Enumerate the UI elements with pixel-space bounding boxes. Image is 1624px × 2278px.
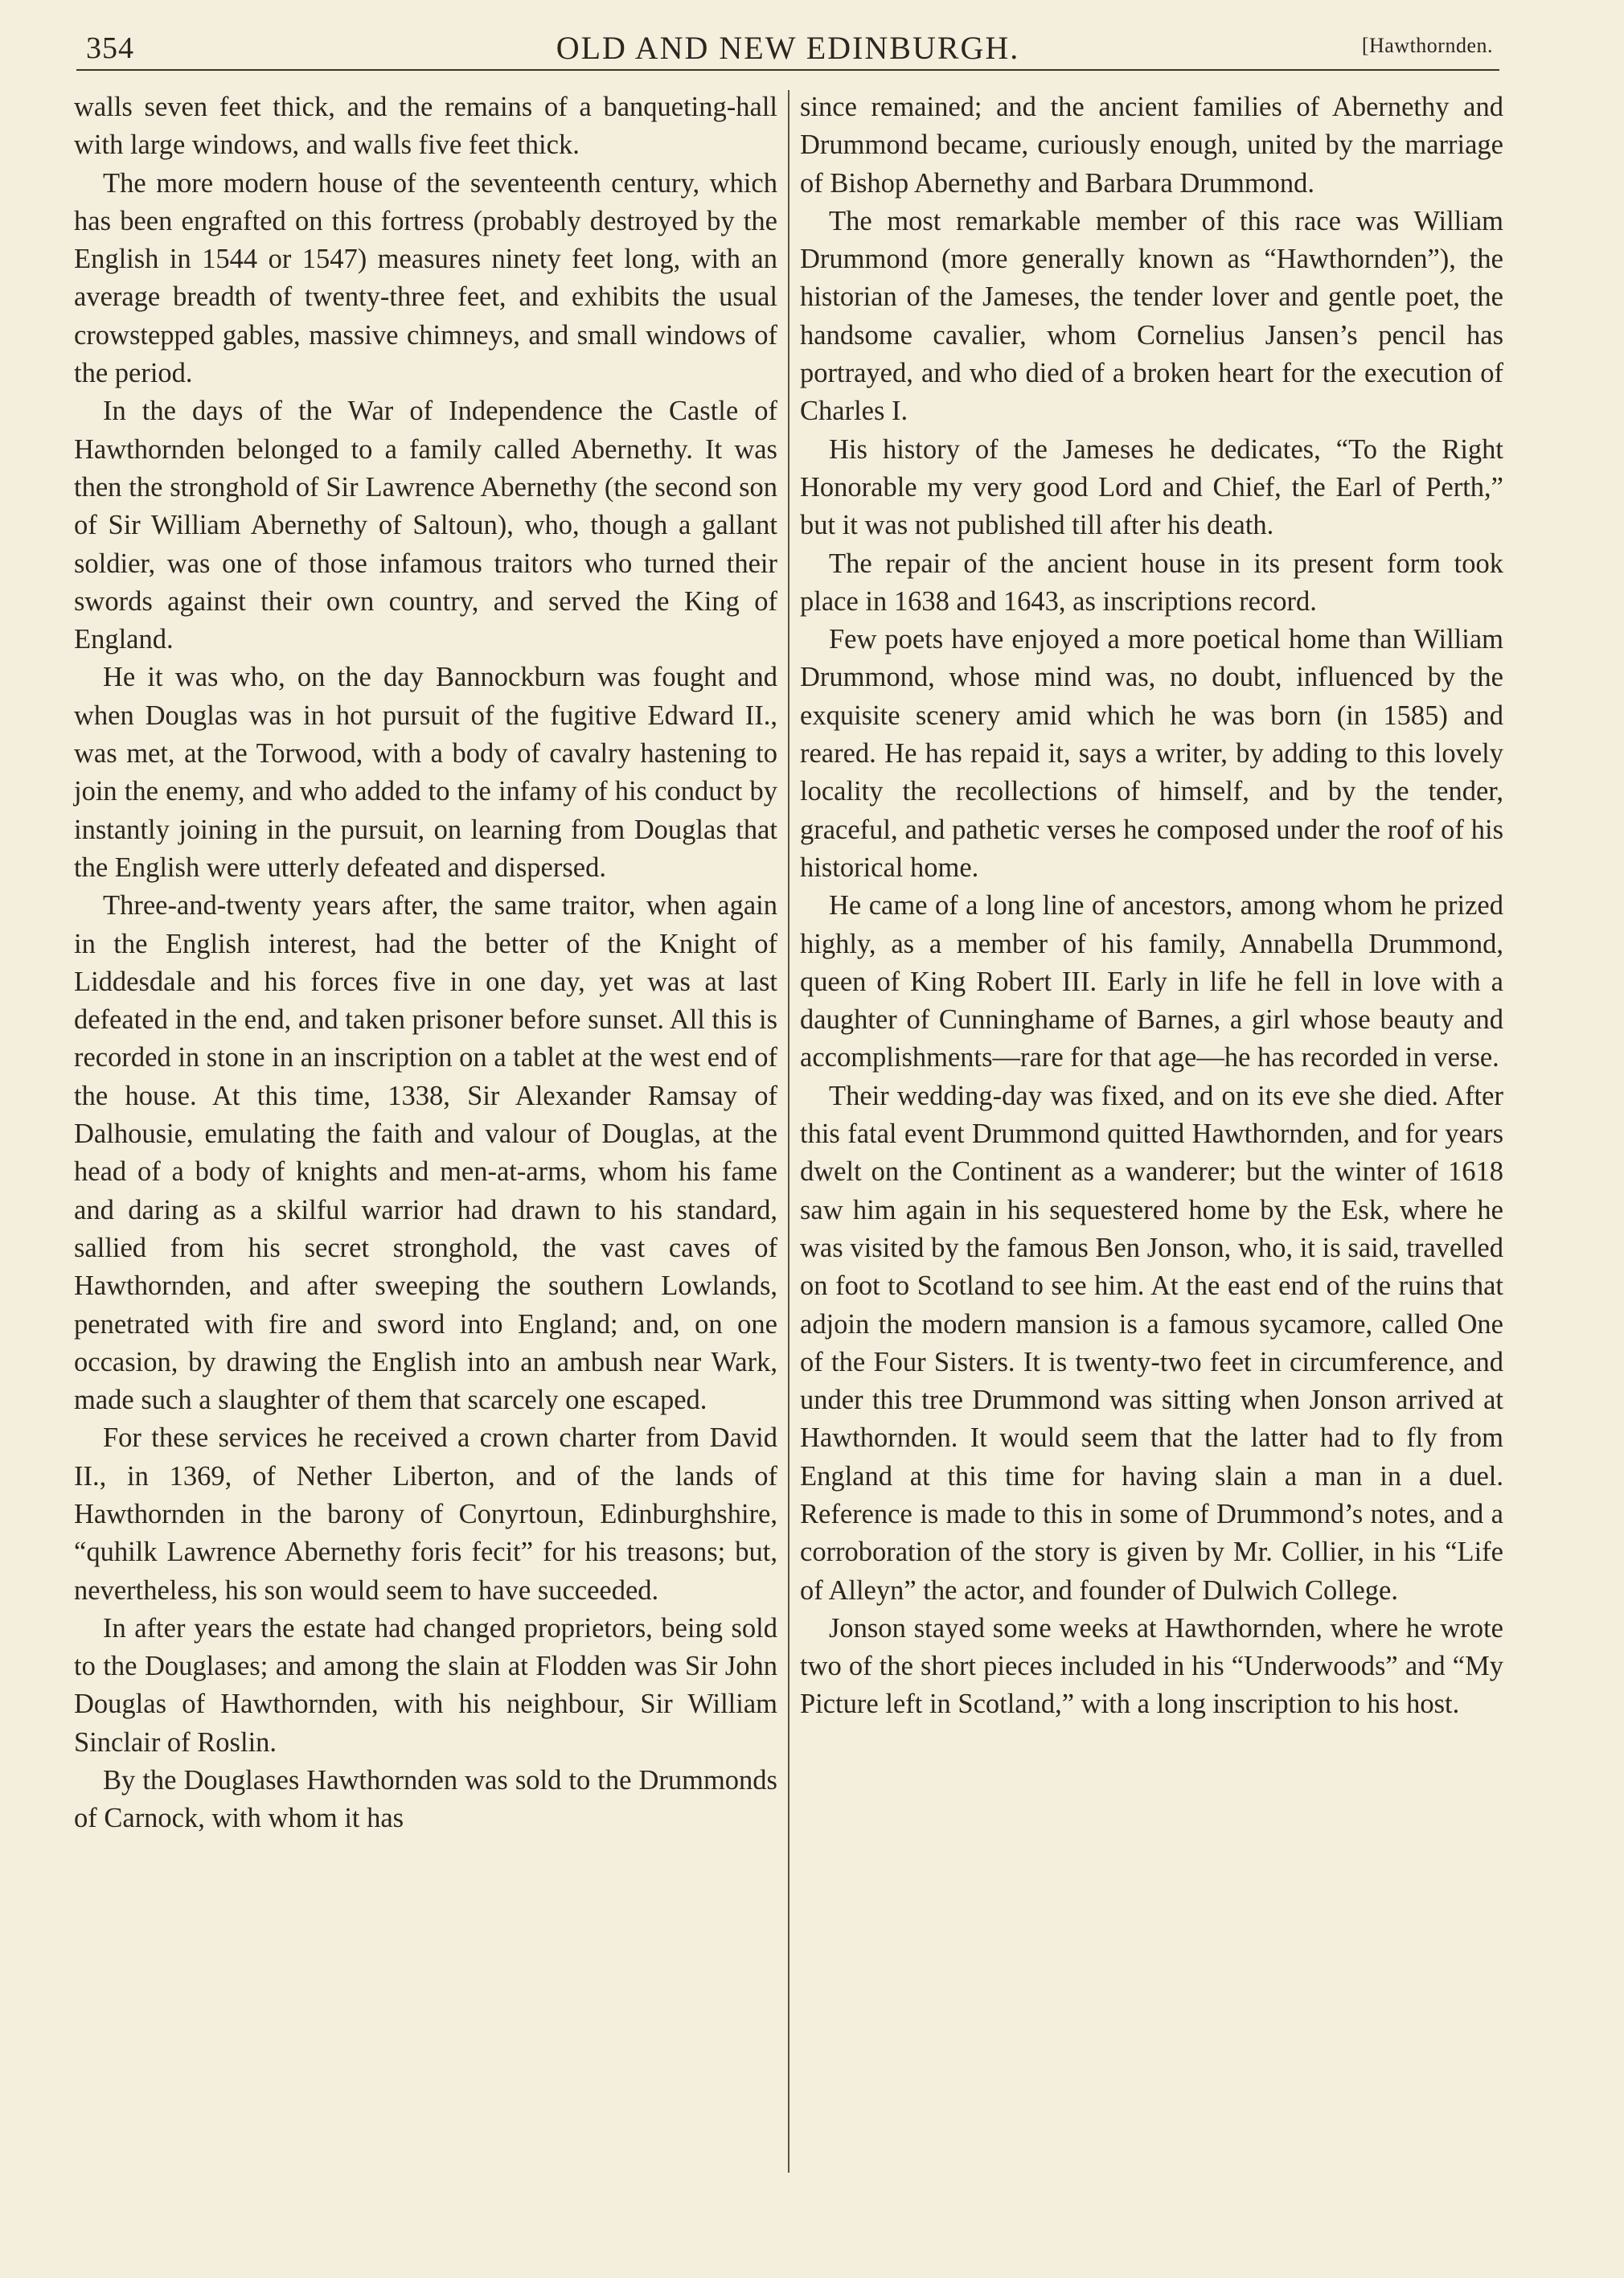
page-number: 354 (86, 31, 134, 65)
paragraph: His history of the Jameses he dedicates, “To the Right Honorable my very good Lord and Chief, the Earl of Perth,” but it was not published till after his death. (800, 433, 1503, 541)
paragraph: The more modern house of the seventeenth century, which has been engrafted on this fortress (probably destroyed by the English in 1544 or 1547) measures ninety feet long, with an average breadth of twenty-three feet, and exhibits the usual crowstepped gables, massive chimneys, and small windows of the period. (74, 167, 777, 389)
paragraph: In the days of the War of Independence the Castle of Hawthornden belonged to a family called Abernethy. It was then the stronghold of Sir Lawrence Abernethy (the second son of Sir William Abernethy of Saltoun), who, though a gallant soldier, was one of those infamous traitors who turned their swords against their own country, and served the King of England. (74, 396, 777, 655)
paragraph: The repair of the ancient house in its present form took place in 1638 and 1643, as inscriptions record. (800, 548, 1503, 617)
paragraph: walls seven feet thick, and the remains of a banqueting-hall with large windows, and walls five feet thick. (74, 92, 777, 161)
column-divider (788, 90, 789, 2173)
paragraph: Jonson stayed some weeks at Hawthornden, where he wrote two of the short pieces included in his “Underwoods” and “My Picture left in Scotland,” with a long inscription to his host. (800, 1612, 1503, 1720)
paragraph: Their wedding-day was fixed, and on its eve she died. After this fatal event Drummond quitted Hawthornden, and for years dwelt on the Continent as a wanderer; but the winter of 1618 saw him again in his sequestered home by the Esk, where he was visited by the famous Ben Jonson, who, it is said, travelled on foot to Scotland to see him. At the east end of the ruins that adjoin the modern mansion is a famous sycamore, called One of the Four Sisters. It is twenty-two feet in circumference, and under this tree Drummond was sitting when Jonson arrived at Hawthornden. It would seem that the latter had to fly from England at this time for having slain a man in a duel. Reference is made to this in some of Drummond’s notes, and a corroboration of the story is given by Mr. Collier, in his “Life of Alleyn” the actor, and founder of Dulwich College. (800, 1080, 1503, 1606)
page-header (76, 24, 1499, 72)
paragraph: In after years the estate had changed proprietors, being sold to the Douglases; and among the slain at Flodden was Sir John Douglas of Hawthornden, with his neighbour, Sir William Sinclair of Roslin. (74, 1612, 777, 1758)
left-column (74, 88, 777, 1838)
paragraph: He came of a long line of ancestors, among whom he prized highly, as a member of his family, Annabella Drummond, queen of King Robert III. Early in life he fell in love with a daughter of Cunninghame of Barnes, a girl whose beauty and accomplishments—rare for that age—he has recorded in verse. (800, 890, 1503, 1073)
right-column (800, 88, 1503, 1724)
paragraph: Three-and-twenty years after, the same traitor, when again in the English interest, had the better of the Knight of Liddesdale and his forces five in one day, yet was at last defeated in the end, and taken prisoner before sunset. All this is recorded in stone in an inscription on a tablet at the west end of the house. At this time, 1338, Sir Alexander Ramsay of Dalhousie, emulating the faith and valour of Douglas, at the head of a body of knights and men-at-arms, whom his fame and daring as a skilful warrior had drawn to his standard, sallied from his secret stronghold, the vast caves of Hawthornden, and after sweeping the southern Lowlands, penetrated with fire and sword into England; and, on one occasion, by drawing the English into an ambush near Wark, made such a slaughter of them that scarcely one escaped. (74, 890, 777, 1416)
running-title: OLD AND NEW EDINBURGH. (556, 30, 1020, 66)
paragraph: He it was who, on the day Bannockburn was fought and when Douglas was in hot pursuit of the fugitive Edward II., was met, at the Torwood, with a body of cavalry hastening to join the enemy, and who added to the infamy of his conduct by instantly joining in the pursuit, on learning from Douglas that the English were utterly defeated and dispersed. (74, 662, 777, 883)
paragraph: By the Douglases Hawthornden was sold to the Drummonds of Carnock, with whom it has (74, 1765, 777, 1834)
header-rule (76, 69, 1499, 71)
paragraph: For these services he received a crown charter from David II., in 1369, of Nether Liberton, and of the lands of Hawthornden in the barony of Conyrtoun, Edinburghshire, “quhilk Lawrence Abernethy foris fecit” for his treasons; but, nevertheless, his son would seem to have succeeded. (74, 1422, 777, 1606)
paragraph: Few poets have enjoyed a more poetical home than William Drummond, whose mind was, no doubt, influenced by the exquisite scenery amid which he was born (in 1585) and reared. He has repaid it, says a writer, by adding to this lovely locality the recollections of himself, and by the tender, graceful, and pathetic verses he composed under the roof of his historical home. (800, 624, 1503, 883)
paragraph: The most remarkable member of this race was William Drummond (more generally known as “Hawthornden”), the historian of the Jameses, the tender lover and gentle poet, the handsome cavalier, whom Cornelius Jansen’s pencil has portrayed, and who died of a broken heart for the execution of Charles I. (800, 205, 1503, 427)
section-label: [Hawthornden. (1361, 34, 1493, 57)
paragraph: since remained; and the ancient families of Abernethy and Drummond became, curiously enough, united by the marriage of Bishop Abernethy and Barbara Drummond. (800, 92, 1503, 199)
